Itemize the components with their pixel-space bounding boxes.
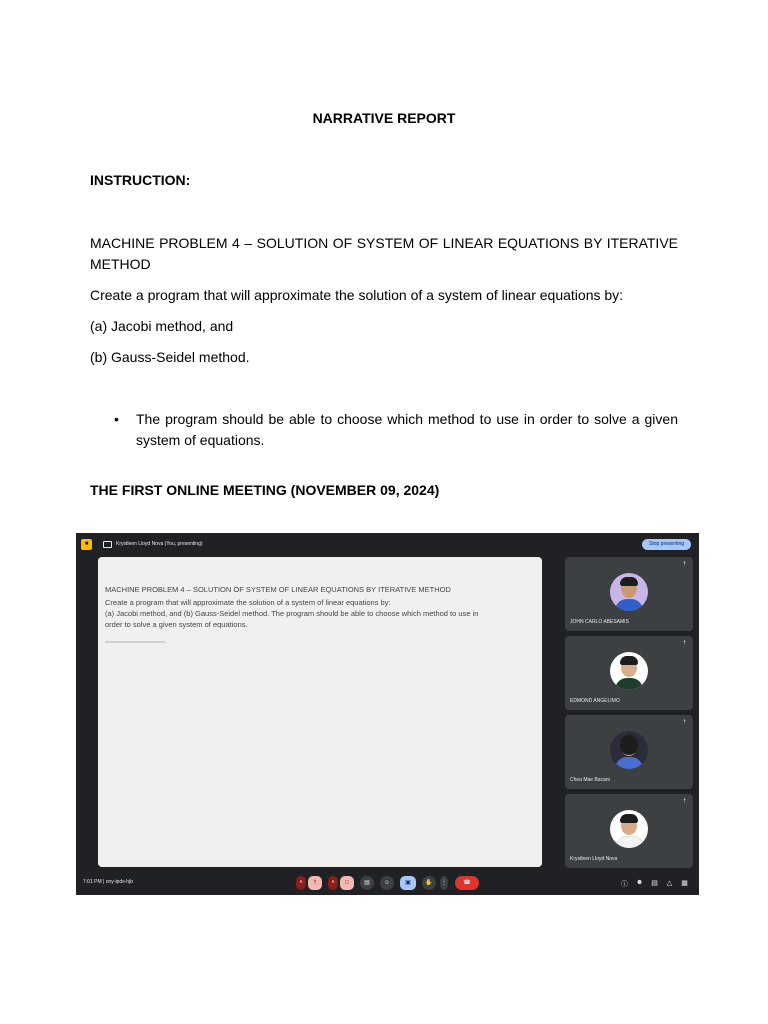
meeting-time: 7:01 PM xyxy=(83,879,102,885)
end-call-icon[interactable]: ☎ xyxy=(455,876,479,890)
mic-off-icon[interactable]: † xyxy=(308,876,322,890)
slide-line: Create a program that will approximate the solution of a system of linear equations by: xyxy=(105,598,391,607)
stop-presenting-button[interactable]: Stop presenting xyxy=(642,539,691,550)
participant-name: Chea Mae Bacani xyxy=(570,777,610,783)
participant-tile[interactable] xyxy=(565,715,693,789)
more-options-icon[interactable]: ⋮ xyxy=(440,876,448,890)
meeting-screenshot xyxy=(76,533,699,895)
avatar xyxy=(610,652,648,690)
present-screen-icon xyxy=(103,541,112,548)
presenting-label: Krystleen Lloyd Nova (You, presenting) xyxy=(116,541,203,547)
chat-icon[interactable]: ▤ xyxy=(651,880,658,887)
emoji-icon[interactable]: ☺ xyxy=(380,876,394,890)
participant-name: Krystleen Lloyd Nova xyxy=(570,856,618,862)
shared-screen xyxy=(98,557,542,867)
mic-muted-icon: † xyxy=(683,561,686,567)
host-controls-icon[interactable]: ▦ xyxy=(681,880,688,887)
meeting-top-bar xyxy=(76,533,699,557)
participant-tile[interactable] xyxy=(565,794,693,868)
people-icon[interactable]: ☻ xyxy=(635,879,644,886)
participant-tile[interactable] xyxy=(565,557,693,631)
raise-hand-icon[interactable]: ✋ xyxy=(422,876,436,890)
activities-icon[interactable]: △ xyxy=(666,880,673,887)
camera-options-icon[interactable]: ˄ xyxy=(328,876,338,890)
intro-paragraph: Create a program that will approximate the solution of a system of linear equations by: xyxy=(90,287,624,303)
meeting-info xyxy=(83,879,133,885)
bullet-text: The program should be able to choose which method to use in order to solve a given system of equations. xyxy=(136,411,678,448)
meet-app-icon: ■ xyxy=(81,539,92,550)
mic-muted-icon: † xyxy=(683,719,686,725)
avatar xyxy=(610,573,648,611)
item-a: (a) Jacobi method, and xyxy=(90,318,234,334)
participant-name: EDMOND ANGELIMO xyxy=(570,698,620,704)
participant-name: JOHN CARLO ABESAMIS xyxy=(570,619,629,625)
slide-body xyxy=(105,597,525,630)
captions-icon[interactable]: ▤ xyxy=(360,876,374,890)
slide-line: (a) Jacobi method, and (b) Gauss-Seidel method. The program should be able to choose which method to use in xyxy=(105,609,479,618)
info-icon[interactable]: ⓘ xyxy=(621,881,628,888)
meeting-code: ony-ipds-hjb xyxy=(105,879,133,885)
slide-faded-text xyxy=(105,641,165,643)
avatar xyxy=(610,731,648,769)
camera-off-icon[interactable]: □ xyxy=(340,876,354,890)
slide-title: MACHINE PROBLEM 4 – SOLUTION OF SYSTEM OF LINEAR EQUATIONS BY ITERATIVE METHOD xyxy=(105,585,451,594)
avatar xyxy=(610,810,648,848)
slide-line: order to solve a given system of equations. xyxy=(105,620,248,629)
report-title: NARRATIVE REPORT xyxy=(312,110,456,126)
separator: | xyxy=(103,879,105,885)
mic-muted-icon: † xyxy=(683,798,686,804)
meeting-bottom-bar xyxy=(76,871,699,895)
instruction-heading: INSTRUCTION: xyxy=(90,172,191,188)
item-b: (b) Gauss-Seidel method. xyxy=(90,349,250,365)
requirements-list xyxy=(90,409,678,451)
mic-muted-icon: † xyxy=(683,640,686,646)
mic-options-icon[interactable]: ˄ xyxy=(296,876,306,890)
present-now-icon[interactable]: ▣ xyxy=(400,876,416,890)
meeting-heading: THE FIRST ONLINE MEETING (NOVEMBER 09, 2024) xyxy=(90,482,440,498)
list-item xyxy=(90,409,678,451)
problem-title: MACHINE PROBLEM 4 – SOLUTION OF SYSTEM OF LINEAR EQUATIONS BY ITERATIVE METHOD xyxy=(90,235,678,272)
participant-tile[interactable] xyxy=(565,636,693,710)
bullet-icon: • xyxy=(114,411,119,427)
